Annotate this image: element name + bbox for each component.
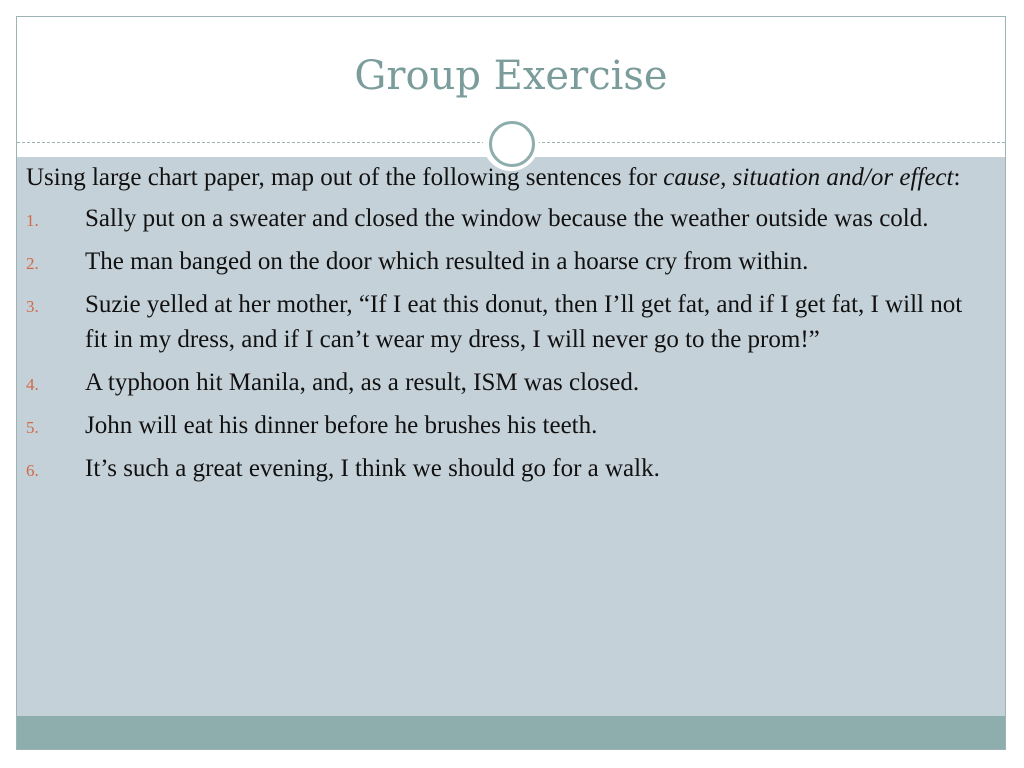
list-item-text: A typhoon hit Manila, and, as a result, ISM was closed. [85, 369, 640, 396]
list-item-number: 5. [26, 418, 39, 437]
list-item-text: John will eat his dinner before he brushes his teeth. [85, 412, 598, 439]
intro-colon: : [953, 164, 961, 191]
list-item-text: It’s such a great evening, I think we should go for a walk. [85, 455, 660, 482]
intro-text: Using large chart paper, map out of the following sentences for [26, 164, 664, 191]
list-item-text: The man banged on the door which resulted in a hoarse cry from within. [85, 248, 809, 275]
list-item-number: 6. [26, 461, 39, 480]
slide-title: Group Exercise [354, 53, 668, 99]
list-item [26, 408, 966, 443]
list-item [26, 451, 966, 486]
list-item-text: Suzie yelled at her mother, “If I eat this donut, then I’ll get fat, and if I get fat, I will not fit in my dress, and if I can’t wear my dress, I will never go to the prom!” [85, 291, 963, 353]
list-item [26, 287, 966, 357]
list-item-number: 1. [26, 211, 39, 230]
list-item-number: 4. [26, 375, 39, 394]
list-item [26, 244, 966, 279]
list-item-text: Sally put on a sweater and closed the window because the weather outside was cold. [85, 205, 929, 232]
list-item [26, 201, 966, 236]
intro-emphasis: cause, situation and/or effect [663, 164, 954, 191]
footer-bar [17, 716, 1005, 750]
list-item-number: 3. [26, 297, 39, 316]
body-text [26, 160, 966, 494]
sentence-list [26, 201, 966, 486]
list-item-number: 2. [26, 254, 39, 273]
intro-paragraph [26, 160, 966, 195]
list-item [26, 365, 966, 400]
